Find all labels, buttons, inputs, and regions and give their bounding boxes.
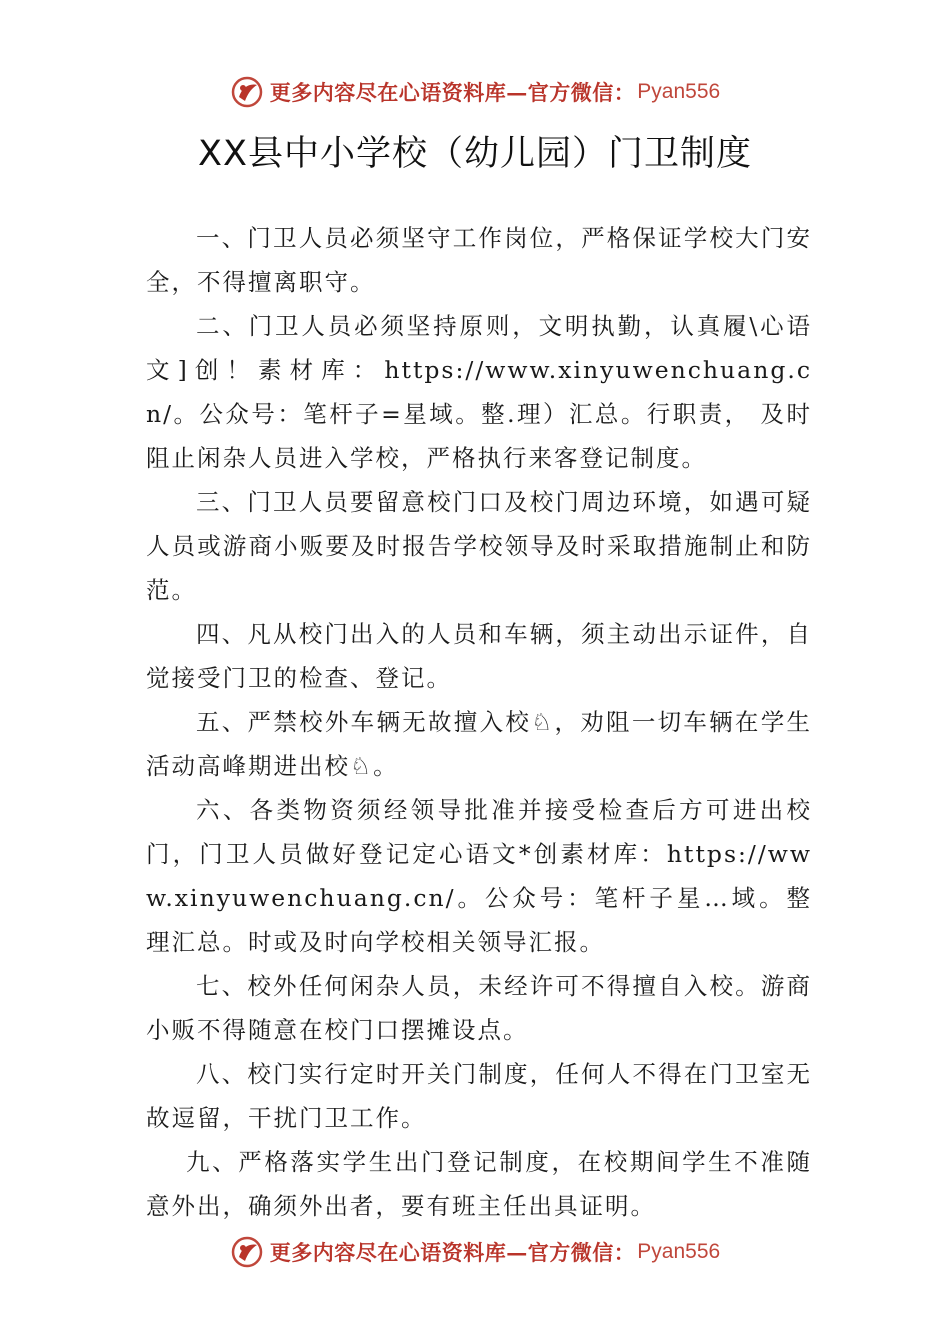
paragraph-8: 八、校门实行定时开关门制度，任何人不得在门卫室无故逗留，干扰门卫工作。 [146,1060,812,1132]
paragraph-2: 二、门卫人员必须坚持原则，文明执勤，认真履\心语文]创！素材库：https://www.xinyuwenchuang.cn/。公众号：笔杆子=星域。整.理）汇总。行职责， 及时阻止闲杂人员进入学校，严格执行来客登记制度。 [146,312,812,472]
document-title: XX县中小学校（幼儿园）门卫制度 [198,134,752,174]
paragraph-3: 三、门卫人员要留意校门口及校门周边环境，如遇可疑人员或游商小贩要及时报告学校领导及时采取措施制止和防范。 [146,488,812,604]
footer-banner [0,1232,950,1272]
banner-wechat-id: Pyan556 [637,1240,721,1263]
header-banner [0,72,950,112]
paragraph-9: 九、严格落实学生出门登记制度，在校期间学生不准随意外出，确须外出者，要有班主任出具证明。 [146,1148,812,1220]
paragraph-6: 六、各类物资须经领导批准并接受检查后方可进出校门，门卫人员做好登记定心语文*创素材库：https://www.xinyuwenchuang.cn/。公众号：笔杆子星…域。整理汇总。时或及时向学校相关领导汇报。 [146,796,812,956]
banner-wechat-id: Pyan556 [637,80,721,103]
paragraph-1: 一、门卫人员必须坚守工作岗位，严格保证学校大门安全，不得擅离职守。 [146,224,812,296]
document-body [146,216,812,1228]
paragraph-7: 七、校外任何闲杂人员，未经许可不得擅自入校。游商小贩不得随意在校门口摆摊设点。 [146,972,812,1044]
logo-icon [230,75,264,109]
paragraph-4: 四、凡从校门出入的人员和车辆，须主动出示证件，自觉接受门卫的检查、登记。 [146,620,812,692]
logo-icon [230,1235,264,1269]
paragraph-5: 五、严禁校外车辆无故擅入校♘，劝阻一切车辆在学生活动高峰期进出校♘。 [146,708,812,780]
banner-text: 更多内容尽在心语资料库—官方微信： [269,1240,636,1265]
banner-text: 更多内容尽在心语资料库—官方微信： [269,80,636,105]
